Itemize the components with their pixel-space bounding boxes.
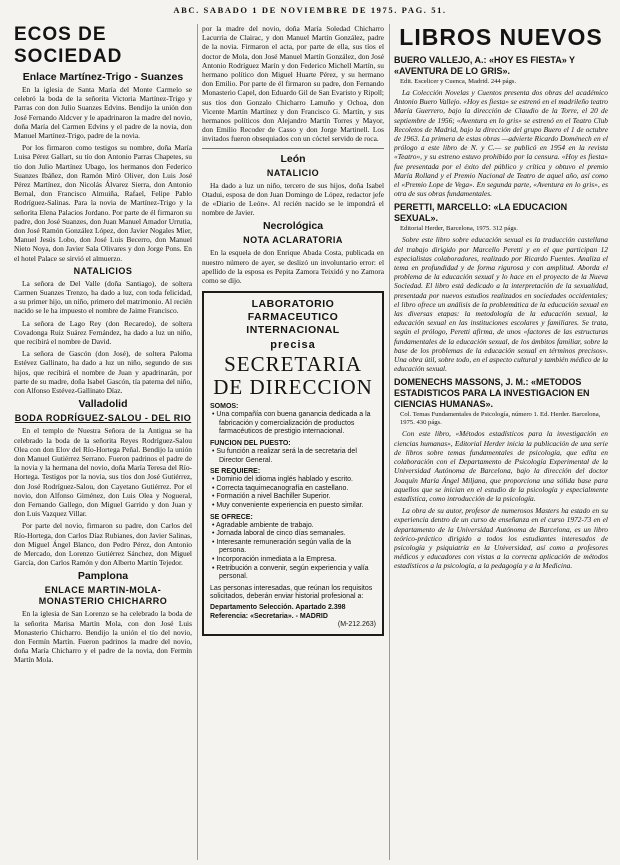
ad-bullet: • Formación a nivel Bachiller Superior. bbox=[210, 493, 376, 502]
book-review: Con este libro, «Métodos estadísticos para la investigación en ciencias humanas», Editorial Herder inicia la publicación de una serie de libros sobre temas fundamentales de psicología, que edita en colaboración con el Departamento de Psicología Experimental de la Universidad Autónoma de Barcelona, bajo la dirección del doctor Joaquín María Ángel Miljana, que proporciona una sólida base para aquellos que se inician en el estudio de la psicología y especialmente estadística, como introducción de la psicología. bbox=[394, 429, 608, 503]
ad-precisa: precisa bbox=[270, 339, 316, 352]
city-heading: Pamplona bbox=[77, 570, 129, 583]
ad-company: LABORATORIO FARMACEUTICO INTERNACIONAL bbox=[246, 298, 340, 337]
book-heading: DOMENECHS MASSONS, J. M.: «METODOS ESTADISTICOS PARA LA INVESTIGACION EN CIENCIAS HUMANAS». bbox=[394, 377, 590, 410]
article-heading: BODA RODRÍGUEZ-SALOU - DEL RIO bbox=[14, 413, 192, 424]
column-society bbox=[14, 24, 192, 860]
article-paragraph: La señora de Gascón (don José), de soltera Paloma Estévez Gallinato, ha dado a luz un niño, segundo de sus hijos, que recibirá el nombre de Juan y apadrinarán, por parte de su madre, doña Isabel Gascón, tía paterna del niño, con Alfonso Estévez-Gallinato Díaz. bbox=[14, 349, 192, 396]
article-paragraph: En la iglesia de San Lorenzo se ha celebrado la boda de la señorita Marisa Martín Mola, con don José Luis Monasterio Chicharro. Bendijo la unión el tío del novio, don Fermín Martín. Fueron padrinos la madre del novio, doña María Chicharro y el padre de la novia, don Fermín Martín Mola. bbox=[14, 609, 192, 665]
ad-reference: Referencia: «Secretaria». - MADRID bbox=[210, 612, 328, 620]
section-title: ECOS DE SOCIEDAD bbox=[14, 24, 123, 67]
book-review: La Colección Novelas y Cuentos presenta dos obras del académico Antonio Buero Vallejo. «Hoy es fiesta» se estrenó en el madrileño teatro María Guerrero, bajo la dirección de Claudio de la Torre, el 20 de septiembre de 1956; «Aventura en lo gris» se estrenó en el Teatro Club Recoletos de Madrid, bajo la dirección del grupo Buero el 1 de octubre de 1963. La primera de estas obras —advierte Ricardo Doménech en el prólogo a este libro de N. y C.— se publicó en 1954 en la revista «Teatro», y su estreno estuvo prohibido por la censura. «Hoy es fiesta» fue presentada por el éxito del público y crítica y obtuvo el premio María Rolland y el Premio Nacional de Teatro de aquel año, así como el «Premio Lope de Vega». En segunda parte, «Aventura en lo gris», es otra de sus obras fundamentales. bbox=[394, 88, 608, 199]
ad-label: FUNCION DEL PUESTO: bbox=[210, 440, 291, 448]
article-paragraph: En el templo de Nuestra Señora de la Antigua se ha celebrado la boda de la señorita Reyes Rodríguez-Salou Olea con don Elov del Río-Hortega Peñal. Bendijo la unión don Manuel Gutiérrez Serrano. Fueron padrinos el padre de la novia y la hermana del novio, doña María Teresa del Río-Hortega. Testigos por la novia, sus tíos don José Gutiérrez, don José Rodríguez-Salou, don Cayetano Gutiérrez. Por el novio, don Alfonso Giménez, don Luis Olea y Nogueral, don Fernando Gallego, don Miguel Garrido y don Juan y don Luis Vazquez Villar. bbox=[14, 426, 192, 519]
book-review: Sobre este libro sobre educación sexual es la traducción castellana del trabajo dirigido por Marcello Peretti y en el que participan 12 especialistas colaboradores, realizado por Ricardo Fuentes. Analiza el tema en profundidad y de forma rigurosa y con amplitud. Aborda el problema de la educación sexual y lo hace en el proyecto de la Nueva Sociedad. El libro está dedicado a la interpretación de la sexualidad, presentada por nuevos estudios realizados en sociedades occidentales; el libro ofrece un análisis de la problemática de la educación sexual en las diversas etapas: la metodología de la educación sexual, la educación sexual en las instituciones escolares y familiares. Se trata, según el prólogo, Peretti afirma, de unos «factores de las estructuras fundamentales de la educación sexual, de los ámbitos familiar, sobre la base de los problemas de la educación sexual en términos precisos». Una obra útil, sobre todo, en el aspecto cultural y también médico de la educación sexual. bbox=[394, 235, 608, 374]
article-paragraph: Por parte del novio, firmaron su padre, don Carlos del Río-Hortega, don Carlos Díaz Rubianes, don Javier Salinas, don Miguel Ángel Blanco, don Pedro Pérez, don Antonio de Mercado, don Lorenzo Gutiérrez Sánchez, don Miguel García, don Carlos Ramón y don Alberto Martín Tejedor. bbox=[14, 521, 192, 568]
ad-contact: Las personas interesadas, que reúnan los requisitos solicitados, deberán enviar historial profesional a: bbox=[210, 584, 373, 601]
ad-position: SECRETARIA DE DIRECCION bbox=[213, 352, 373, 400]
column-divider bbox=[197, 24, 198, 860]
article-paragraph: La señora de Lago Rey (don Recaredo), de soltera Covadonga Ruiz Suárez Fernández, ha dado a luz un niño, que recibirá el nombre de David. bbox=[14, 318, 192, 347]
ad-bullet: • Jornada laboral de cinco días semanales. bbox=[210, 530, 376, 539]
ad-label: SE REQUIERE: bbox=[210, 468, 261, 476]
page-header: ABC. SABADO 1 DE NOVIEMBRE DE 1975. PAG. 51. bbox=[173, 5, 447, 15]
column-divider bbox=[389, 24, 390, 860]
article-heading: Enlace Martínez-Trigo - Suanzes bbox=[22, 71, 184, 83]
article-heading: ENLACE MARTIN-MOLA-MONASTERIO CHICHARRO bbox=[38, 585, 168, 607]
ad-label: SOMOS: bbox=[210, 403, 239, 411]
divider bbox=[202, 148, 384, 149]
city-heading: Valladolid bbox=[78, 398, 128, 411]
ad-code: (M-212.263) bbox=[337, 621, 376, 629]
ad-bullet: • Incorporación inmediata a la Empresa. bbox=[210, 556, 376, 565]
book-meta: Col. Temas Fundamentales de Psicología, número 1. Ed. Herder. Barcelona, 1975. 430 págs. bbox=[400, 411, 601, 427]
column-books bbox=[394, 24, 608, 860]
column-middle bbox=[202, 24, 384, 860]
book-heading: BUERO VALLEJO, A.: «HOY ES FIESTA» Y «AVENTURA DE LO GRIS». bbox=[394, 55, 575, 76]
ad-bullet: • Interesante remuneración según valía de la persona. bbox=[210, 539, 376, 556]
article-paragraph: En la esquela de don Enrique Abada Costa, publicada en nuestro número de ayer, se deslizó un involuntario error: el apellido de la esposa es Pepita Zamora Teixidó y no Zamora como se dijo. bbox=[202, 248, 384, 286]
book-heading: PERETTI, MARCELLO: «LA EDUCACION SEXUAL». bbox=[394, 202, 568, 224]
book-meta: Edit. Escelicer y Cuenca, Madrid. 244 págs. bbox=[400, 78, 517, 85]
article-subheading: NOTA ACLARATORIA bbox=[243, 235, 343, 246]
book-review: La obra de su autor, profesor de numerosos Masters ha estado en su experiencia dentro de un curso de enseñanza en el curso 1972-73 en el departamento de la Universidad Autónoma de Barcelona, es un libro teórico-práctico dirigido a todos los estudiantes interesados de psicología y psiquiatría en la Universidad, así como a profesores médicos y educadores con vistas a la correcta aplicación de métodos estadísticos a la psicología, a la pedagogía y a la Medicina. bbox=[394, 506, 608, 571]
ad-label: SE OFRECE: bbox=[210, 513, 253, 521]
ad-bullet: • Retribución a convenir, según experiencia y valía personal. bbox=[210, 565, 376, 582]
book-meta: Editorial Herder, Barcelona, 1975. 312 págs. bbox=[400, 225, 518, 233]
ad-bullet: • Agradable ambiente de trabajo. bbox=[210, 522, 376, 531]
section-title: LIBROS NUEVOS bbox=[399, 24, 603, 50]
ad-bullet: • Su función a realizar será la de secretaria del Director General. bbox=[210, 448, 376, 465]
article-paragraph: por la madre del novio, doña María Soledad Chicharro Lacurria de Clairac, y don Manuel Martín González, padre de la novia. Firmaron el acta, por parte de ella, sus tíos el doctor de Mola, don José Manuel Martín González, don José Antonio Rodríguez Marín y don Federico Michell Martín, su hermano político don Miguel Huarte Pérez, y su hermano don Emilio. Por parte de él firmaron su padre, don Fernando Monasterio Capel, don Eduardo Gil de San Evaristo y Ripoll; sus tíos don Gonzalo Chicharro Lamuño y Ochoa, don Vicente Martín Martínez y don Francisco G. Martín, y sus hermanos políticos don Alejandro Martín Torres y Mayor, don Emilio Recoder de Casso y don Jorge Martinell. Los invitados fueron obsequiados con un cóctel servido de roca. bbox=[202, 24, 384, 144]
article-heading: NATALICIOS bbox=[73, 265, 133, 276]
article-paragraph: En la iglesia de Santa María del Monte Carmelo se celebró la boda de la señorita Victoria Martínez-Trigo y Parras con don Julio Suanzes Edvins. Bendijo la unión don José Fernando Aldcver y le apadrinaron la madre del novio, doña María del Carmen Edvins y el padre de la novia, don Manuel Martínez-Trigo, padre de la novia. bbox=[14, 85, 192, 141]
article-heading: Necrológica bbox=[262, 220, 324, 233]
ad-bullet: • Una compañía con buena ganancia dedicada a la fabricación y comercialización de productos farmacéuticos de prestigio internacional. bbox=[210, 411, 376, 437]
article-paragraph: Ha dado a luz un niño, tercero de sus hijos, doña Isabel Otadui, esposa de don Juan Domingo de López, redactor jefe de «Diario de León». Al recién nacido se le impondrá el nombre de Javier. bbox=[202, 180, 384, 218]
ad-bullet: • Correcta taquimecanografía en castellano. bbox=[210, 485, 376, 494]
article-heading: NATALICIO bbox=[266, 167, 320, 178]
job-advertisement bbox=[202, 291, 384, 635]
article-paragraph: La señora de Del Valle (doña Santiago), de soltera Carmen Suanzes Trenzo, ha dado a luz, con toda felicidad, a su primer hijo, un niño, primero del matrimonio. Al recién nacido se le ha impuesto el nombre de Jaime Francisco. bbox=[14, 278, 192, 316]
article-paragraph: Por los firmaron como testigos su nombre, doña María Luisa Pérez Gallart, su tío don Antonio Parras Chapetes, su tío don Julio Martínez Ubago, los hermanos don Federico Suanzes Ibáñez, don Ramón Miró Oliver, don Luis José Pérez Martínez, don Nicolás Álvarez Sierra, don Antonio Bernal, don Francisco Almuiña, Rafael, Felipe Pablo Rodríguez-Salinas. Para la novia de Martínez-Trigo y la señorita Elena Palacios Jordano. Por parte de él firmaron su padre, don José Suanzes, don Juan Manuel Amador Urrutia, don José Ramón González López, don Javier Nogales Mier, Manuel Jesús Lobo, don José Luis Becerro, don Manuel Nieto Noya, don Javier Sala Olivares y don Jorge Pons. En el hotel Palace se sirvió el almuerzo. bbox=[14, 143, 192, 263]
city-heading: León bbox=[280, 152, 306, 165]
ad-address: Departamento Selección. Apartado 2.398 bbox=[210, 603, 346, 611]
ad-bullet: • Muy conveniente experiencia en puesto similar. bbox=[210, 502, 376, 511]
ad-bullet: • Dominio del idioma inglés hablado y escrito. bbox=[210, 476, 376, 485]
